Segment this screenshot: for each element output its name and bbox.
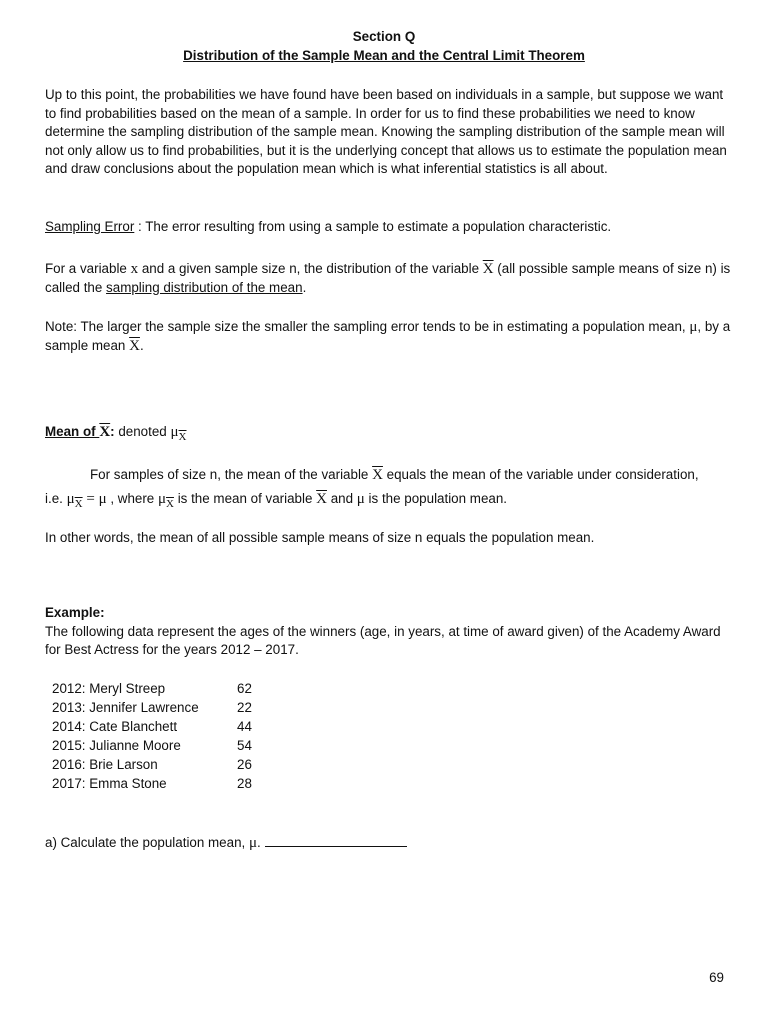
section-label: Section Q [352, 29, 416, 44]
example-text: The following data represent the ages of the winners (age, in years, at time of award given) of the Academy Award for Best Actress for the years 2012 – 2017. [45, 623, 721, 657]
section-title: Distribution of the Sample Mean and the Central Limit Theorem [183, 47, 585, 63]
x-bar-symbol: $\overline{X}$ [99, 424, 111, 440]
text-span: . [257, 835, 261, 850]
winner-age: 26 [237, 757, 252, 772]
award-winners-table [52, 680, 277, 794]
sampling-error-text: : The error resulting from using a sample to estimate a population characteristic. [134, 219, 612, 234]
equals-sign: = [82, 490, 99, 507]
table-row [52, 756, 277, 775]
winner-age: 62 [237, 681, 252, 696]
sampling-error-term: Sampling Error [45, 219, 135, 234]
table-row [52, 737, 277, 756]
table-row [52, 680, 277, 699]
x-bar-symbol: $\overline{X}$ [316, 490, 327, 507]
intro-paragraph: Up to this point, the probabilities we have found have been based on individuals in a sample, but suppose we want to find probabilities based on the mean of a sample. In order for us to find these probabilities we need to know determine the sampling distribution of the sample mean. Knowing the sampling distribution of the sample mean will not only allow us to find probabilities, but it is the underlying concept that allows us to estimate the population mean and draw conclusions about the population mean which is what inferential statistics is all about. [45, 87, 727, 176]
example-heading: Example: [45, 605, 105, 620]
mu-symbol: μ [689, 319, 698, 335]
page-number: 69 [709, 970, 724, 985]
table-row [52, 699, 277, 718]
question-a [45, 834, 735, 853]
text-span: equals the mean of the variable under consideration, [382, 467, 699, 482]
sampling-error-definition [45, 218, 735, 237]
mu-symbol: μ [170, 424, 179, 440]
text-span: . [139, 337, 144, 353]
text-span: , by a sample mean [45, 319, 731, 353]
text-span: : [110, 424, 115, 439]
example-block [45, 604, 735, 660]
mean-property-paragraph [45, 466, 735, 509]
mean-of-xbar-heading [45, 423, 735, 443]
winner-age: 54 [237, 738, 252, 753]
mu-symbol: μ [157, 490, 167, 507]
text-span: . [302, 279, 307, 295]
mu-symbol: μ [356, 490, 365, 507]
mu-symbol: μ [66, 490, 75, 507]
text-span: Note: The larger the sample size the smaller the sampling error tends to be in estimating a population mean, [45, 319, 690, 334]
mu-symbol: μ [248, 835, 258, 851]
text-span: i.e. [45, 490, 67, 506]
winner-name: 2014: Cate Blanchett [52, 719, 178, 734]
section-header [0, 28, 768, 65]
text-span: and a given sample size n, the distribution of the variable [138, 261, 483, 276]
sampling-distribution-term: sampling distribution of the mean [106, 279, 303, 295]
text-span: denoted [114, 424, 171, 439]
question-text: a) Calculate the population mean, [45, 835, 249, 850]
winner-age: 28 [237, 776, 252, 791]
mu-symbol: μ [98, 490, 107, 507]
answer-blank[interactable] [265, 834, 407, 847]
x-bar-symbol: $\overline{X}$ [129, 337, 140, 354]
x-bar-subscript: X [166, 497, 174, 510]
table-row [52, 718, 277, 737]
text-span: For a variable [45, 261, 131, 276]
winner-name: 2013: Jennifer Lawrence [52, 700, 199, 715]
winner-name: 2017: Emma Stone [52, 776, 167, 791]
text-span: is the mean of variable [173, 490, 317, 506]
x-bar-symbol: $\overline{X}$ [372, 467, 383, 483]
winner-name: 2016: Brie Larson [52, 757, 158, 772]
sampling-distribution-paragraph [45, 260, 735, 297]
text-span: (all possible sample means of size n) is called the [45, 261, 731, 295]
heading-label: Mean of [45, 424, 100, 439]
x-bar-symbol: $\overline{X}$ [482, 261, 494, 277]
text-span: is the population mean. [364, 490, 508, 506]
note-paragraph [45, 318, 735, 355]
winner-name: 2012: Meryl Streep [52, 681, 166, 696]
winner-name: 2015: Julianne Moore [52, 738, 181, 753]
mean-property-line-2 [45, 490, 735, 510]
x-bar-subscript: X [74, 497, 83, 510]
winner-age: 44 [237, 719, 252, 734]
text-span: , where [106, 490, 158, 506]
other-words-paragraph: In other words, the mean of all possible sample means of size n equals the population mean. [45, 530, 595, 545]
text-span: and [326, 490, 357, 506]
mean-property-line-1 [45, 466, 735, 485]
x-bar-subscript: X [178, 431, 187, 443]
winner-age: 22 [237, 700, 252, 715]
variable-x: x [130, 261, 139, 277]
text-span: For samples of size n, the mean of the variable [90, 467, 373, 482]
table-row [52, 775, 277, 794]
